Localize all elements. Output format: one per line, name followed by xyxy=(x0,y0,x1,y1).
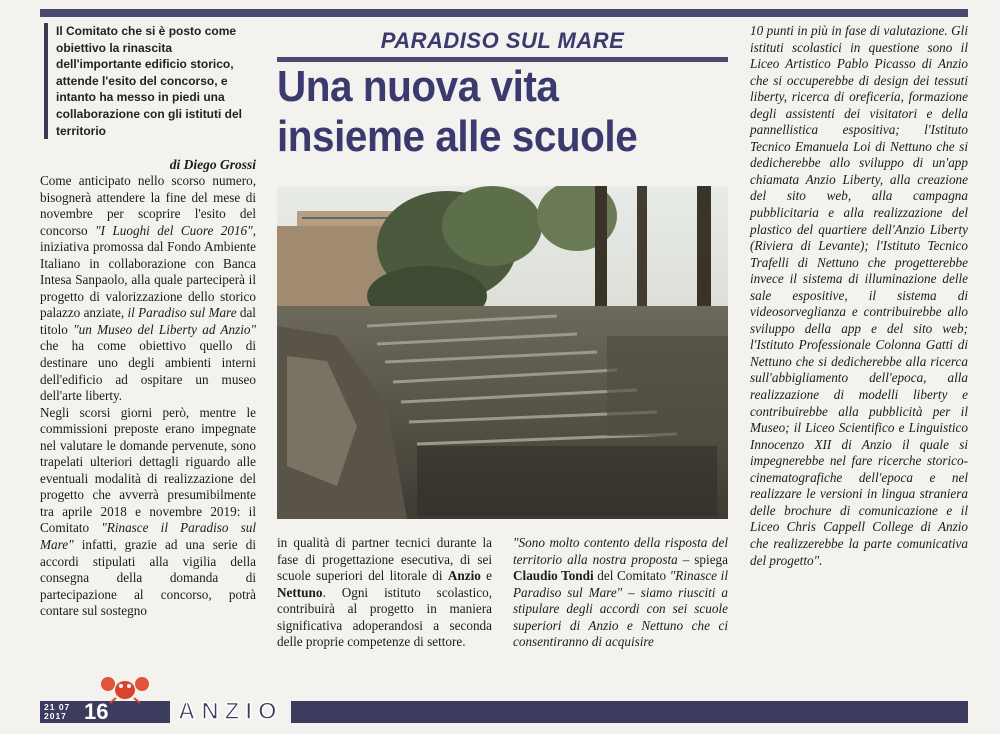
paragraph-3 xyxy=(277,535,492,651)
article-column-4 xyxy=(750,23,968,569)
article-column-1 xyxy=(40,173,256,620)
lead-box xyxy=(44,23,256,139)
article-column-3 xyxy=(513,535,728,651)
text-run: . Ogni istituto scolastico, contribuirà al progetto in maniera significativa adoperandosi a seconda delle proprie competenze di settore. xyxy=(277,584,492,650)
text-run: e xyxy=(480,568,492,584)
text-run: infatti, grazie ad una serie di accordi stipulati alla vigilia della consegna della domanda di partecipazione al concorso, potrà contare sul sostegno xyxy=(40,537,256,619)
paragraph-2 xyxy=(40,405,256,620)
kicker: PARADISO SUL MARE xyxy=(380,28,625,53)
paragraph-4 xyxy=(513,535,728,651)
section-title: ANZIO xyxy=(170,700,291,724)
paragraph-1 xyxy=(40,173,256,405)
text-run: "Sono molto contento della risposta del territorio alla nostra proposta xyxy=(513,535,728,567)
paragraph-5: 10 punti in più in fase di valutazione. Gli istituti scolastici in questione sono il Liceo Artistico Pablo Picasso di Anzio che si occuperebbe di design dei tessuti liberty, ricerca di oreficeria, formazione degli assistenti dei visitatori e della pannellistica espositiva; l'Istituto Tecnico Emanuela Loi di Nettuno che si dedicherebbe allo sviluppo di un'app chiamata Anzio Liberty, alla creazione del sito web, alla campagna pubblicitaria e alla realizzazione del plastico del quartiere dell'Anzio Liberty (Riviera di Levante); l'Istituto Tecnico Trafelli di Nettuno che progetterebbe invece il sistema di illuminazione delle sale espositive, il sistema di videosorveglianza e contribuirebbe allo sviluppo della app e del sito web; l'Istituto Professionale Colonna Gatti di Nettuno che si dedicherebbe alla ricerca sull'abbigliamento dell'epoca, alla realizzazione di modelli liberty e contribuirebbe alla pubblicità per il Museo; il Liceo Scientifico e Linguistico Innocenzo XII di Anzio il quale si impegnerebbe nel fare ricerche storico-cinematografiche dell'epoca e nel realizzare le versioni in lingua straniera delle brochure di comunicazione e il Liceo Chris Cappell College di Anzio che realizzerebbe la parte comunicativa del progetto". xyxy=(750,23,968,568)
speaker-name: Claudio Tondi xyxy=(513,568,594,584)
text-run: "I Luoghi del Cuore 2016" xyxy=(95,222,253,238)
text-run: "un Museo del Liberty ad Anzio" xyxy=(73,321,256,337)
headline: Una nuova vita insieme alle scuole xyxy=(277,62,638,161)
text-run: Come anticipato nello scorso numero, bisognerà attendere la fine del mese di novembre per scoprire l'esito del concorso xyxy=(40,173,256,238)
text-run: del Comitato xyxy=(593,568,670,584)
text-run: , iniziativa promossa dal Fondo Ambiente Italiano in collaborazione con Banca Intesa Sanpaolo, alla quale parteciperà il progetto di valorizzazione dello storico palazzo anziate, xyxy=(40,222,256,321)
footer-date-day-month: 21 07 xyxy=(44,702,71,712)
top-rule xyxy=(40,9,968,17)
page-number: 16 xyxy=(84,699,109,724)
lead-text: Il Comitato che si è posto come obiettivo la rinascita dell'importante edificio storico, attende l'esito del concorso, e intanto ha messo in piedi una collaborazione con gli istituti del territorio xyxy=(56,24,243,138)
text-run: "Rinasce il Paradiso sul Mare" xyxy=(513,568,728,600)
text-run: "Rinasce il Paradiso sul Mare" xyxy=(40,520,257,553)
place-anzio: Anzio xyxy=(447,568,481,584)
text-run: in qualità di partner tecnici durante la fase di progettazione esecutiva, di sei scuole superiori del litorale di xyxy=(277,535,492,584)
byline: di Diego Grossi xyxy=(169,157,256,172)
footer-date-year: 2017 xyxy=(44,711,67,721)
text-run: il Paradiso sul Mare xyxy=(127,305,237,321)
text-run: – spiega xyxy=(677,551,728,567)
article-column-2 xyxy=(277,535,492,651)
place-nettuno: Nettuno xyxy=(277,584,323,600)
kicker-box xyxy=(277,26,728,62)
text-run: dal titolo xyxy=(40,305,256,337)
text-run: che ha come obiettivo quello di destinare uno degli ambienti interni dell'edificio ad ospitare un museo dell'arte liberty. xyxy=(40,338,256,404)
text-run: Negli scorsi giorni però, mentre le commissioni preposte erano impegnate nel valutare le domande pervenute, sono trapelati ulteriori dettagli riguardo alle eventuali modalità di realizzazione del progetto che avverrà presumibilmente tra aprile 2018 e novembre 2019: il Comitato xyxy=(40,404,256,536)
stone-staircase-garden-photo xyxy=(277,186,728,519)
text-run: – siamo riusciti a stipulare degli accordi con sei scuole superiori di Anzio e Nettuno che ci consentiranno di acquisire xyxy=(513,584,728,650)
footer-date xyxy=(44,703,70,721)
photo-illustration xyxy=(277,186,728,519)
